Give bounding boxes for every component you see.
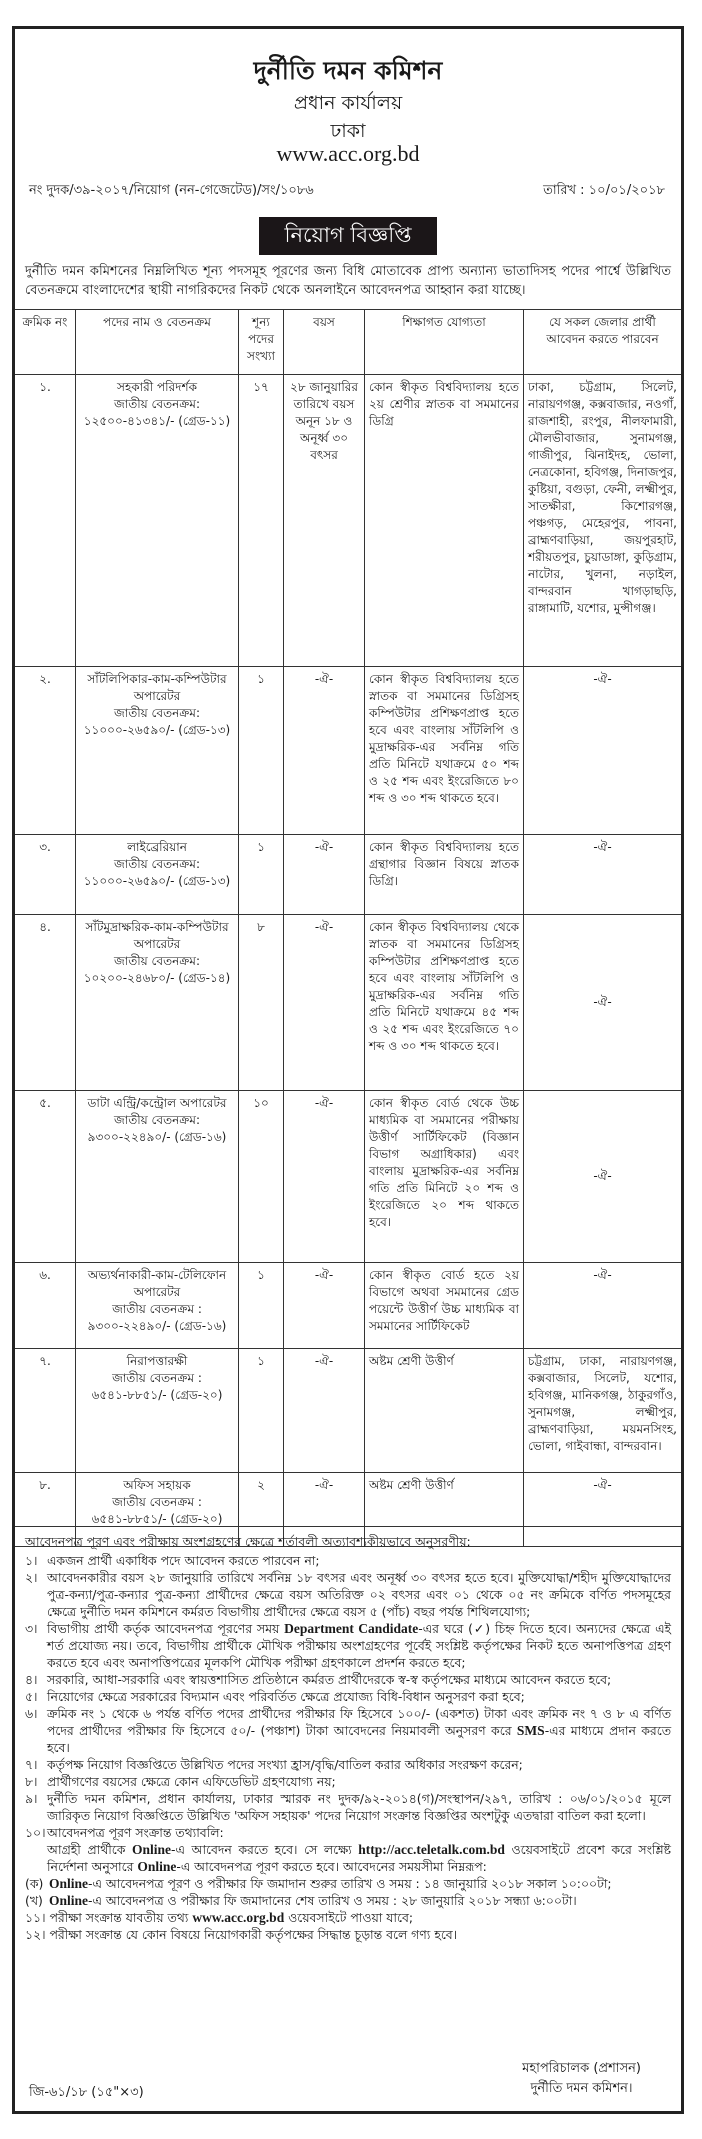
condition-text: একজন প্রার্থী একাধিক পদে আবেদন করতে পারবেন না; (47, 1553, 320, 1568)
notice-title-badge: নিয়োগ বিজ্ঞপ্তি (259, 217, 437, 255)
cell-serial: ৩. (15, 835, 76, 915)
cell-vacancy: ২ (239, 1473, 284, 1547)
cell-districts: -ঐ- (524, 1091, 682, 1263)
cell-serial: ১. (15, 375, 76, 667)
post-name: সাঁটমুদ্রাক্ষরিক-কাম-কম্পিউটার অপারেটর (85, 920, 229, 951)
table-row (15, 1263, 681, 1349)
pay-scale: জাতীয় বেতনক্রম: ১১০০০-২৬৫৯০/- (গ্রেড-১৩) (83, 706, 231, 737)
cell-age: -ঐ- (284, 1473, 365, 1547)
col-header-serial: ক্রমিক নং (15, 310, 76, 375)
table-row (15, 835, 681, 915)
pay-scale: জাতীয় বেতনক্রম : ৬৫৪১-৮৮৫১/- (গ্রেড-২০) (91, 1495, 223, 1526)
cell-vacancy: ১ (239, 1349, 284, 1473)
pay-scale: জাতীয় বেতনক্রম : ৯৩০০-২২৪৯০/- (গ্রেড-১৬) (87, 1302, 227, 1333)
schedule-text: -এ আবেদনপত্র ও পরীক্ষার ফি জমাদানের শেষ তারিখ ও সময় : ২৮ জানুয়ারি ২০১৮ সন্ধ্যা ৬:০০টা। (88, 1893, 577, 1908)
condition-number: ১০। (25, 1825, 46, 1840)
teletalk-link[interactable]: http://acc.teletalk.com.bd (358, 1842, 505, 1857)
cell-age: -ঐ- (284, 835, 365, 915)
condition-item (25, 1705, 671, 1756)
cell-age: -ঐ- (284, 915, 365, 1091)
cell-districts: ঢাকা, চট্টগ্রাম, সিলেট, নারায়ণগঞ্জ, কক্সবাজার, নওগাঁ, রাজশাহী, রংপুর, নীলফামারী, মৌলভীবাজার, সুনামগঞ্জ, গাজীপুর, ঝিনাইদহ, ভোলা, নেত্রকোনা, হবিগঞ্জ, দিনাজপুর, কুষ্টিয়া, বগুড়া, ফেনী, লক্ষ্মীপুর, সাতক্ষীরা, কিশোরগঞ্জ, পঞ্চগড়, মেহেরপুর, পাবনা, ব্রাহ্মণবাড়িয়া, জয়পুরহাট, শরীয়তপুর, চুয়াডাঙ্গা, কুড়িগ্রাম, নাটোর, খুলনা, নড়াইল, বান্দরবান খাগড়াছড়ি, রাঙ্গামাটি, যশোর, মুন্সীগঞ্জ। (524, 375, 682, 667)
department-candidate-term: Department Candidate (284, 1621, 419, 1636)
online-instructions (25, 1841, 671, 1875)
condition-number: ১। (25, 1553, 38, 1568)
condition-number: ৬। (25, 1706, 38, 1721)
condition-text (47, 1620, 671, 1671)
website-link[interactable]: www.acc.org.bd (276, 141, 420, 166)
condition-text: নিয়োগের ক্ষেত্রে সরকারের বিদ্যমান এবং পরিবর্তিত ক্ষেত্রে প্রযোজ্য বিধি-বিধান অনুসরণ করা হবে; (47, 1689, 525, 1704)
cell-post (76, 835, 239, 915)
condition-text: প্রার্থীগণের বয়সের ক্ষেত্রে কোন এফিডেভিট গ্রহণযোগ্য নয়; (47, 1774, 336, 1789)
condition-text-part: বিভাগীয় প্রার্থী কর্তৃক আবেদনপত্র পূরণের সময় (47, 1621, 285, 1636)
schedule-number: (ক) (25, 1876, 44, 1891)
condition-number: ৯। (25, 1791, 38, 1806)
post-name: অভ্যর্থনাকারী-কাম-টেলিফোন অপারেটর (87, 1268, 227, 1299)
post-name: অফিস সহায়ক (123, 1478, 191, 1492)
cell-districts: -ঐ- (524, 1473, 682, 1547)
condition-item (25, 1620, 671, 1671)
pay-scale: জাতীয় বেতনক্রম: ১১০০০-২৬৫৯০/- (গ্রেড-১৩) (83, 857, 231, 888)
condition-item (25, 1824, 671, 1841)
condition-text: আবেদনকারীর বয়স ২৮ জানুয়ারি তারিখে সর্বনিম্ন ১৮ বৎসর এবং অনূর্ধ্ব ৩০ বৎসর হতে হবে। মুক্তিযোদ্ধা/শহীদ মুক্তিযোদ্ধাদের পুত্র-কন্যা/পুত্র-কন্যার পুত্র-কন্যা প্রার্থীদের ক্ষেত্রে বয়স অতিরিক্ত ০২ বৎসর এবং ০১ থেকে ০৫ নং ক্রমিকে বর্ণিত পদসমূহের ক্ষেত্রে দুর্নীতি দমন কমিশনে কর্মরত বিভাগীয় প্রার্থীদের ক্ষেত্রে বয়স ৫ (পাঁচ) বছর পর্যন্ত শিথিলযোগ্য; (47, 1570, 671, 1619)
table-row (15, 375, 681, 667)
conditions-title: আবেদনপত্র পূরণ এবং পরীক্ষায় অংশগ্রহণের ক্ষেত্রে শর্তাবলী অত্যাবশ্যকীয়ভাবে অনুসরণীয়: (25, 1534, 471, 1549)
condition-text: সরকারি, আধা-সরকারি এবং স্বায়ত্তশাসিত প্রতিষ্ঠানে কর্মরত প্রার্থীদেরকে স্ব-স্ব কর্তৃপক্ষের মাধ্যমে আবেদন করতে হবে; (47, 1672, 612, 1687)
cell-serial: ৪. (15, 915, 76, 1091)
condition-number: ২। (25, 1570, 38, 1585)
online-term: Online (49, 1876, 89, 1891)
condition-item (25, 1926, 671, 1943)
cell-post (76, 1091, 239, 1263)
cell-age: -ঐ- (284, 1091, 365, 1263)
online-text-part: -এ আবেদনপত্র পূরণ করতে হবে। আবেদনের সময়সীমা নিম্নরূপ: (176, 1859, 487, 1874)
cell-age: ২৮ জানুয়ারির তারিখে বয়স অনূন ১৮ ও অনূর্ধ্ব ৩০ বৎসর (284, 375, 365, 667)
condition-number: ৭। (25, 1757, 38, 1772)
city-name: ঢাকা (330, 120, 366, 142)
cell-age: -ঐ- (284, 667, 365, 835)
cell-serial: ৬. (15, 1263, 76, 1349)
online-term: Online (132, 1842, 172, 1857)
cell-education: কোন স্বীকৃত বিশ্ববিদ্যালয় হতে ২য় শ্রেণীর স্নাতক বা সমমানের ডিগ্রি (365, 375, 524, 667)
cell-age: -ঐ- (284, 1349, 365, 1473)
organization-name: দুর্নীতি দমন কমিশন (253, 56, 443, 85)
post-name: ডাটা এন্ট্রি/কন্ট্রোল অপারেটর (87, 1096, 227, 1110)
signatory-organization: দুর্নীতি দমন কমিশন। (530, 2081, 633, 2096)
col-header-education: শিক্ষাগত যোগ্যতা (365, 310, 524, 375)
cell-serial: ৭. (15, 1349, 76, 1473)
cell-education: কোন স্বীকৃত বোর্ড থেকে উচ্চ মাধ্যমিক বা সমমানের পরীক্ষায় উত্তীর্ণ সার্টিফিকেট (বিজ্ঞান বিভাগ অগ্রাধিকার) এবং বাংলায় মুদ্রাক্ষরিক-এর সর্বনিম্ন গতি প্রতি মিনিটে ২০ শব্দ ও ইংরেজিতে ২০ শব্দ থাকতে হবে। (365, 1091, 524, 1263)
schedule-text: -এ আবেদনপত্র পূরণ ও পরীক্ষার ফি জমাদান শুরুর তারিখ ও সময় : ১৪ জানুয়ারি ২০১৮ সকাল ১০:০০টা; (88, 1876, 612, 1891)
pay-scale: জাতীয় বেতনক্রম: ৯৩০০-২২৪৯০/- (গ্রেড-১৬) (87, 1113, 227, 1144)
condition-text: আবেদনপত্র পূরণ সংক্রান্ত তথ্যাবলি: (47, 1825, 224, 1840)
cell-education: কোন স্বীকৃত বিশ্ববিদ্যালয় হতে স্নাতক বা সমমানের ডিগ্রিসহ কম্পিউটার প্রশিক্ষণপ্রাপ্ত হতে হবে এবং বাংলায় সাঁটলিপি ও মুদ্রাক্ষরিক-এর সর্বনিম্ন গতি প্রতি মিনিটে যথাক্রমে ৫০ শব্দ ও ২৫ শব্দ এবং ইংরেজিতে ৮০ শব্দ ও ৩০ শব্দ থাকতে হবে। (365, 667, 524, 835)
sms-term: SMS (516, 1723, 545, 1738)
condition-text-part: পরীক্ষা সংক্রান্ত যাবতীয় তথ্য (49, 1910, 193, 1925)
signature-block (522, 2059, 641, 2099)
cell-districts: -ঐ- (524, 667, 682, 835)
col-header-vacancy: শূন্য পদের সংখ্যা (239, 310, 284, 375)
reference-number: নং দুদক/৩৯-২০১৭/নিয়োগ (নন-গেজেটেড)/সং/১০৮৬ (29, 183, 314, 198)
acc-website-link[interactable]: www.acc.org.bd (192, 1910, 285, 1925)
cell-vacancy: ১০ (239, 1091, 284, 1263)
cell-vacancy: ১ (239, 1263, 284, 1349)
cell-serial: ৮. (15, 1473, 76, 1547)
cell-vacancy: ১ (239, 667, 284, 835)
condition-item (25, 1671, 671, 1688)
cell-vacancy: ৮ (239, 915, 284, 1091)
cell-districts: -ঐ- (524, 835, 682, 915)
condition-text: পরীক্ষা সংক্রান্ত যে কোন বিষয়ে নিয়োগকারী কর্তৃপক্ষের সিদ্ধান্ত চূড়ান্ত বলে গণ্য হবে। (49, 1927, 458, 1942)
cell-post (76, 375, 239, 667)
condition-item (25, 1569, 671, 1620)
post-name: লাইব্রেরিয়ান (127, 840, 187, 854)
table-header-row (15, 310, 681, 375)
online-term: Online (49, 1893, 89, 1908)
notice-date: তারিখ : ১০/০১/২০১৮ (543, 183, 665, 198)
office-name: প্রধান কার্যালয় (293, 92, 403, 114)
condition-number: ১২। (25, 1927, 46, 1942)
table-row (15, 1349, 681, 1473)
pay-scale: জাতীয় বেতনক্রম: ১২৫০০-৪১৩৪১/- (গ্রেড-১১) (83, 397, 231, 428)
notice-frame (12, 26, 684, 2114)
intro-paragraph: দুর্নীতি দমন কমিশনের নিম্নলিখিত শূন্য পদসমূহ পূরণের জন্য বিধি মোতাবেক প্রাপ্য অন্যান্য ভাতাদিসহ পদের পার্শ্বে উল্লিখিত বেতনক্রমে বাংলাদেশের স্থায়ী নাগরিকদের নিকট থেকে অনলাইনে আবেদনপত্র আহ্বান করা যাচ্ছে। (25, 264, 671, 298)
cell-vacancy: ১৭ (239, 375, 284, 667)
cell-serial: ২. (15, 667, 76, 835)
condition-text: দুর্নীতি দমন কমিশন, প্রধান কার্যালয়, ঢাকার স্মারক নং দুদক/৯২-২০১৪(গ)/সংস্থাপন/২৯৭, তারিখ : ০৬/০১/২০১৫ মূলে জারিকৃত নিয়োগ বিজ্ঞপ্তিতে উল্লিখিত 'অফিস সহায়ক' পদের নিয়োগ সংক্রান্ত বিজ্ঞপ্তির অংশটুকু এতদ্বারা বাতিল করা হলো। (47, 1791, 671, 1823)
condition-number: ৮। (25, 1774, 38, 1789)
cell-districts: -ঐ- (524, 1263, 682, 1349)
schedule-item (25, 1892, 671, 1909)
pay-scale: জাতীয় বেতনক্রম: ১০২০০-২৪৬৮০/- (গ্রেড-১৪) (83, 954, 231, 985)
condition-item (25, 1790, 671, 1824)
col-header-post: পদের নাম ও বেতনক্রম (76, 310, 239, 375)
condition-number: ৩। (25, 1621, 38, 1636)
col-header-age: বয়স (284, 310, 365, 375)
table-row (15, 1091, 681, 1263)
cell-education: কোন স্বীকৃত বোর্ড হতে ২য় বিভাগে অথবা সমমানের গ্রেড পয়েন্টে উত্তীর্ণ উচ্চ মাধ্যমিক বা সমমানের সার্টিফিকেট (365, 1263, 524, 1349)
cell-districts: -ঐ- (524, 915, 682, 1091)
cell-education: কোন স্বীকৃত বিশ্ববিদ্যালয় হতে গ্রন্থাগার বিজ্ঞান বিষয়ে স্নাতক ডিগ্রি। (365, 835, 524, 915)
post-name: নিরাপত্তারক্ষী (126, 1354, 188, 1368)
cell-post (76, 915, 239, 1091)
conditions-section (15, 1526, 681, 1943)
condition-text-part: ক্রমিক নং ১ থেকে ৬ পর্যন্ত বর্ণিত পদের প্রার্থীদের পরীক্ষার ফি হিসেবে ১০০/- (একশত) টাকা এবং ক্রমিক নং ৭ ও ৮ এ বর্ণিত পদের প্রার্থীদের পরীক্ষার ফি হিসেবে ৫০/- (পঞ্চাশ) টাকা আবেদনের নিয়মাবলী অনুসরণ করে (47, 1706, 671, 1738)
condition-item (25, 1909, 671, 1926)
cell-districts: চট্টগ্রাম, ঢাকা, নারায়ণগঞ্জ, কক্সবাজার, সিলেট, যশোর, হবিগঞ্জ, মানিকগঞ্জ, ঠাকুরগাঁও, সুনামগঞ্জ, লক্ষ্মীপুর, ব্রাহ্মণবাড়িয়া, ময়মনসিংহ, ভোলা, গাইবান্ধা, বান্দরবান। (524, 1349, 682, 1473)
condition-text-part: -এর মাধ্যমে প্রদান করতে হবে। (47, 1723, 672, 1755)
online-text-part: ওয়েবসাইটে প্রবেশ করে সংশ্লিষ্ট নির্দেশনা অনুসারে (47, 1842, 671, 1874)
post-name: সাঁটলিপিকার-কাম-কম্পিউটার অপারেটর (87, 672, 227, 703)
table-row (15, 915, 681, 1091)
publication-code: জি-৬১/১৮ (১৫"×৩) (29, 2085, 144, 2100)
cell-education: কোন স্বীকৃত বিশ্ববিদ্যালয় থেকে স্নাতক বা সমমানের ডিগ্রিসহ কম্পিউটার প্রশিক্ষণপ্রাপ্ত হতে হবে এবং বাংলায় সাঁটলিপি ও মুদ্রাক্ষরিক-এর সর্বনিম্ন গতি প্রতি মিনিটে যথাক্রমে ৪৫ শব্দ ও ২৫ শব্দ এবং ইংরেজিতে ৭০ শব্দ ও ৩০ শব্দ থাকতে হবে। (365, 915, 524, 1091)
schedule-item (25, 1875, 671, 1892)
cell-age: -ঐ- (284, 1263, 365, 1349)
table-row (15, 667, 681, 835)
online-text-part: আগ্রহী প্রার্থীকে (47, 1842, 133, 1857)
online-term: Online (137, 1859, 177, 1874)
post-name: সহকারী পরিদর্শক (117, 380, 197, 394)
cell-post (76, 1349, 239, 1473)
cell-education: অষ্টম শ্রেণী উত্তীর্ণ (365, 1473, 524, 1547)
condition-number: ১১। (25, 1910, 46, 1925)
condition-text: কর্তৃপক্ষ নিয়োগ বিজ্ঞপ্তিতে উল্লিখিত পদের সংখ্যা হ্রাস/বৃদ্ধি/বাতিল করার অধিকার সংরক্ষণ করেন; (47, 1757, 523, 1772)
condition-item (25, 1773, 671, 1790)
condition-item (25, 1756, 671, 1773)
condition-text-part: -এর ঘরে (✓) চিহ্ন দিতে হবে। অন্যদের ক্ষেত্রে এই শর্ত প্রযোজ্য নয়। তবে, বিভাগীয় প্রার্থীকে মৌখিক পরীক্ষায় অংশগ্রহণের পূর্বেই সংশ্লিষ্ট কর্তৃপক্ষের নিকট হতে অনাপত্তিপত্র গ্রহণ করতে হবে এবং অনাপত্তিপত্রের মূলকপি মৌখিক পরীক্ষা গ্রহণকালে প্রদর্শন করতে হবে; (47, 1621, 671, 1670)
condition-item (25, 1688, 671, 1705)
condition-text (47, 1705, 671, 1756)
schedule-number: (খ) (25, 1893, 43, 1908)
condition-number: ৫। (25, 1689, 38, 1704)
vacancy-table (15, 309, 681, 1547)
pay-scale: জাতীয় বেতনক্রম : ৬৫৪১-৮৮৫১/- (গ্রেড-২০) (91, 1371, 223, 1402)
signatory-title: মহাপরিচালক (প্রশাসন) (522, 2061, 641, 2076)
cell-education: অষ্টম শ্রেণী উত্তীর্ণ (365, 1349, 524, 1473)
condition-number: ৪। (25, 1672, 38, 1687)
online-text-part: -এ আবেদন করতে হবে। সে লক্ষ্যে (171, 1842, 359, 1857)
cell-post (76, 1263, 239, 1349)
condition-text-part: ওয়েবসাইটে পাওয়া যাবে; (284, 1910, 414, 1925)
cell-serial: ৫. (15, 1091, 76, 1263)
cell-vacancy: ১ (239, 835, 284, 915)
cell-post (76, 667, 239, 835)
col-header-districts: যে সকল জেলার প্রার্থী আবেদন করতে পারবেন (524, 310, 682, 375)
condition-item (25, 1552, 671, 1569)
